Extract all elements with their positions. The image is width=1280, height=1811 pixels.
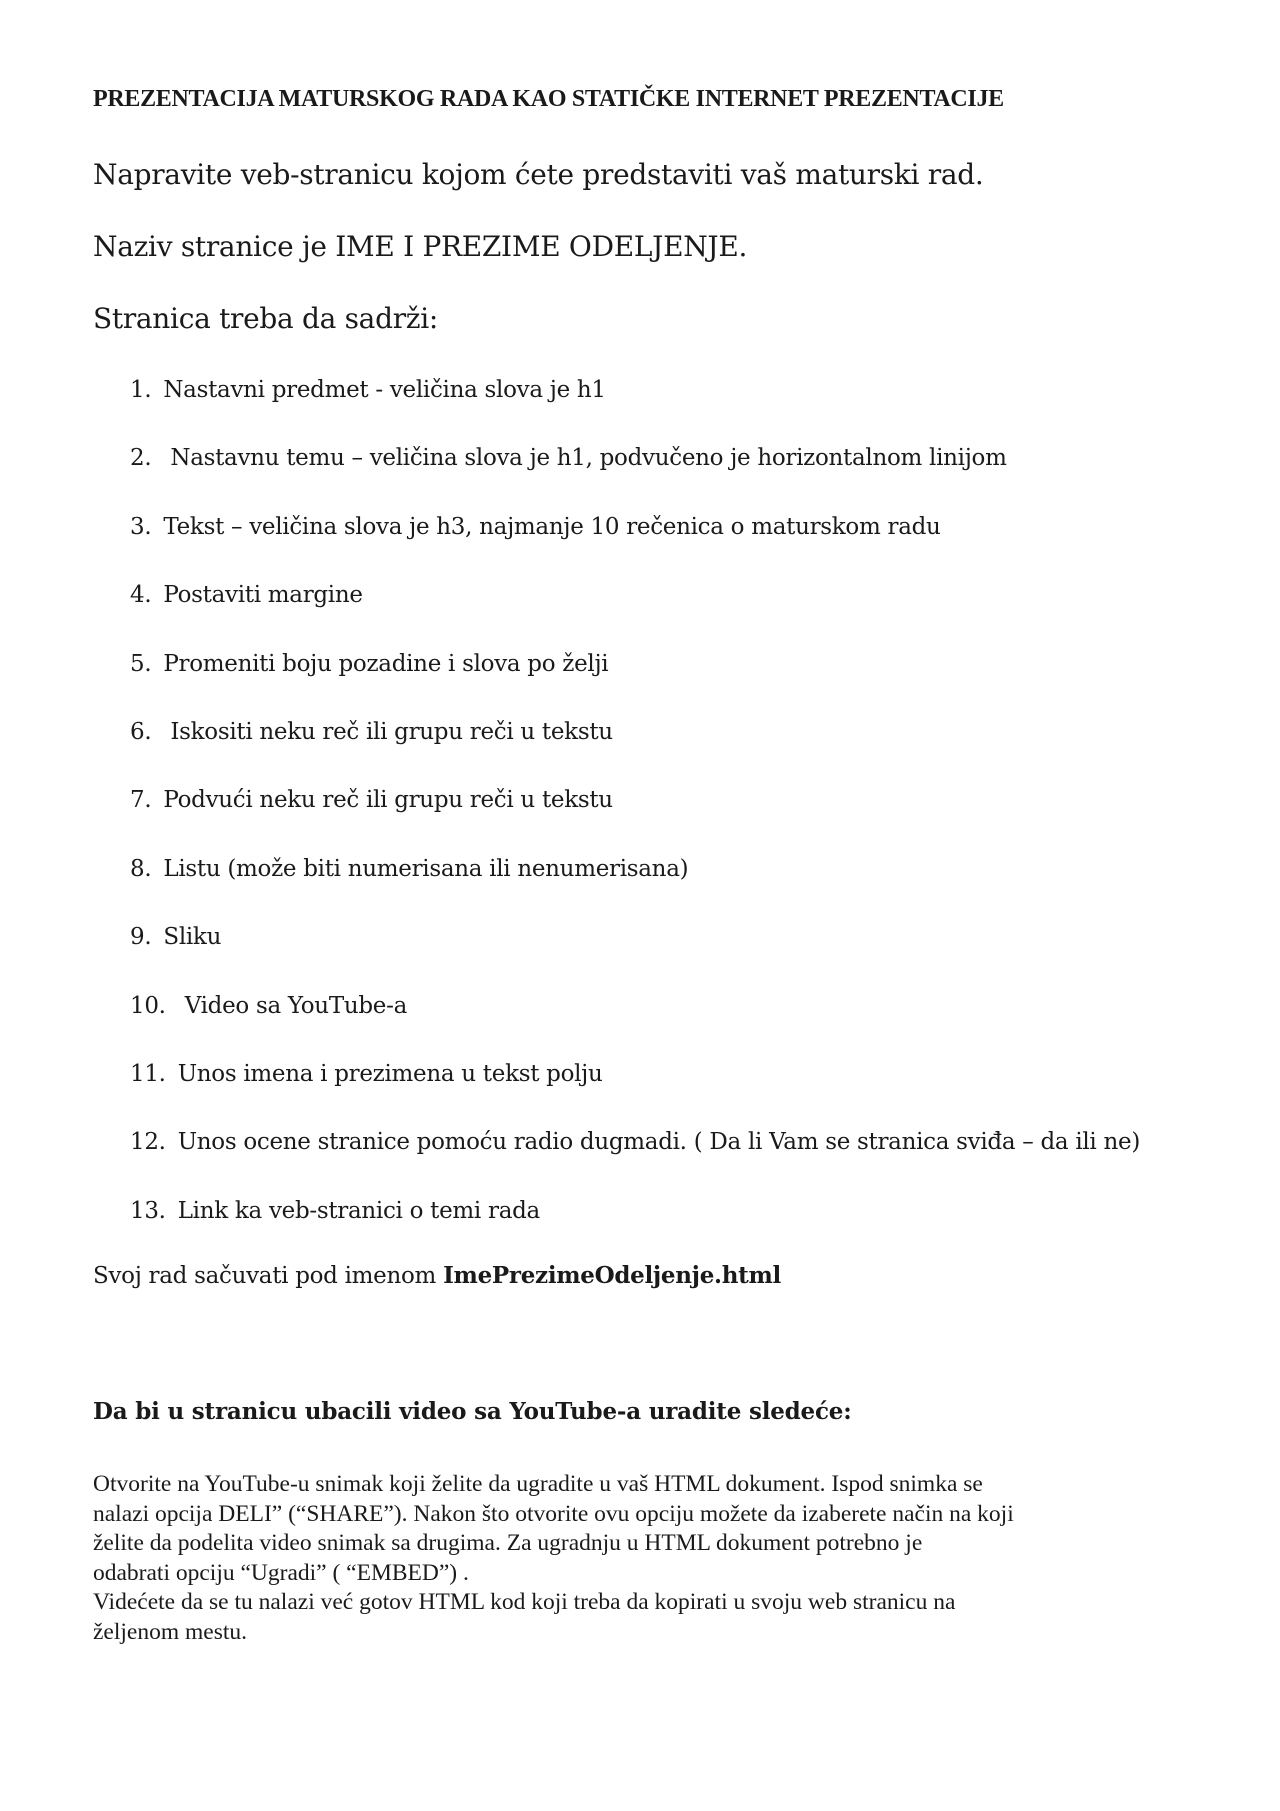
list-item-number: 12.	[130, 1129, 166, 1156]
list-item	[130, 1195, 1140, 1263]
paragraph-line: Otvorite na YouTube-u snimak koji želite da ugradite u vaš HTML dokument. Ispod snimka se	[93, 1471, 983, 1497]
list-item-text: Unos ocene stranice pomoću radio dugmadi. ( Da li Vam se stranica sviđa – da ili ne)	[177, 1129, 1140, 1156]
list-item-text: Unos imena i prezimena u tekst polju	[177, 1060, 603, 1087]
list-item-number: 2.	[130, 445, 152, 472]
intro-line-2: Naziv stranice je IME I PREZIME ODELJENJE.	[93, 230, 748, 263]
youtube-paragraph	[93, 1470, 1203, 1647]
list-item	[130, 921, 1140, 989]
requirements-list	[130, 374, 1140, 1263]
list-item-text: Sliku	[163, 924, 222, 951]
paragraph-line: Videćete da se tu nalazi već gotov HTML kod koji treba da kopirati u svoju web stranicu na	[93, 1589, 956, 1615]
list-item	[130, 579, 1140, 647]
list-item	[130, 853, 1140, 921]
list-item	[130, 716, 1140, 784]
paragraph-line: željenom mestu.	[93, 1618, 248, 1645]
list-item	[130, 374, 1140, 442]
save-instruction	[93, 1262, 781, 1289]
list-item-number: 5.	[130, 650, 152, 677]
intro-line-1: Napravite veb-stranicu kojom ćete predstaviti vaš maturski rad.	[93, 158, 984, 191]
list-item-text: Nastavni predmet - veličina slova je h1	[163, 377, 606, 403]
list-item-text: Iskositi neku reč ili grupu reči u tekstu	[163, 718, 613, 745]
list-item-number: 1.	[130, 377, 152, 403]
youtube-heading: Da bi u stranicu ubacili video sa YouTube-a uradite sledeće:	[93, 1398, 852, 1425]
intro-line-3: Stranica treba da sadrži:	[93, 302, 439, 335]
list-item	[130, 784, 1140, 852]
list-item-number: 13.	[130, 1197, 166, 1224]
list-item-number: 11.	[130, 1060, 166, 1087]
list-item	[130, 1058, 1140, 1126]
paragraph-line: odabrati opciju “Ugradi” ( “EMBED”) .	[93, 1559, 469, 1586]
list-item-number: 3.	[130, 513, 152, 540]
list-item	[130, 648, 1140, 716]
save-filename: ImePrezimeOdeljenje.html	[443, 1262, 781, 1289]
document-title: PREZENTACIJA MATURSKOG RADA KAO STATIČKE INTERNET PREZENTACIJE	[93, 86, 1004, 112]
paragraph-line: nalazi opcija DELI” (“SHARE”). Nakon što otvorite ovu opciju možete da izaberete način na koji	[93, 1500, 1014, 1527]
list-item-text: Promeniti boju pozadine i slova po želji	[163, 650, 609, 677]
list-item-text: Link ka veb-stranici o temi rada	[177, 1197, 540, 1224]
list-item-text: Postaviti margine	[163, 582, 363, 609]
list-item	[130, 990, 1140, 1058]
list-item-number: 9.	[130, 924, 152, 951]
list-item	[130, 442, 1140, 510]
list-item-text: Listu (može biti numerisana ili nenumerisana)	[163, 855, 689, 882]
paragraph-line: želite da podelita video snimak sa drugima. Za ugradnju u HTML dokument potrebno je	[93, 1530, 923, 1556]
list-item-text: Video sa YouTube-a	[177, 992, 407, 1019]
list-item-text: Tekst – veličina slova je h3, najmanje 10 rečenica o maturskom radu	[163, 513, 941, 540]
list-item-number: 4.	[130, 582, 152, 609]
list-item-number: 10.	[130, 992, 166, 1019]
list-item-number: 7.	[130, 787, 152, 814]
list-item-number: 6.	[130, 718, 152, 745]
list-item	[130, 1126, 1140, 1194]
list-item-text: Podvući neku reč ili grupu reči u tekstu	[163, 787, 613, 814]
list-item-number: 8.	[130, 855, 152, 882]
list-item	[130, 511, 1140, 579]
list-item-text: Nastavnu temu – veličina slova je h1, podvučeno je horizontalnom linijom	[163, 445, 1007, 472]
save-instruction-prefix: Svoj rad sačuvati pod imenom	[93, 1263, 444, 1289]
